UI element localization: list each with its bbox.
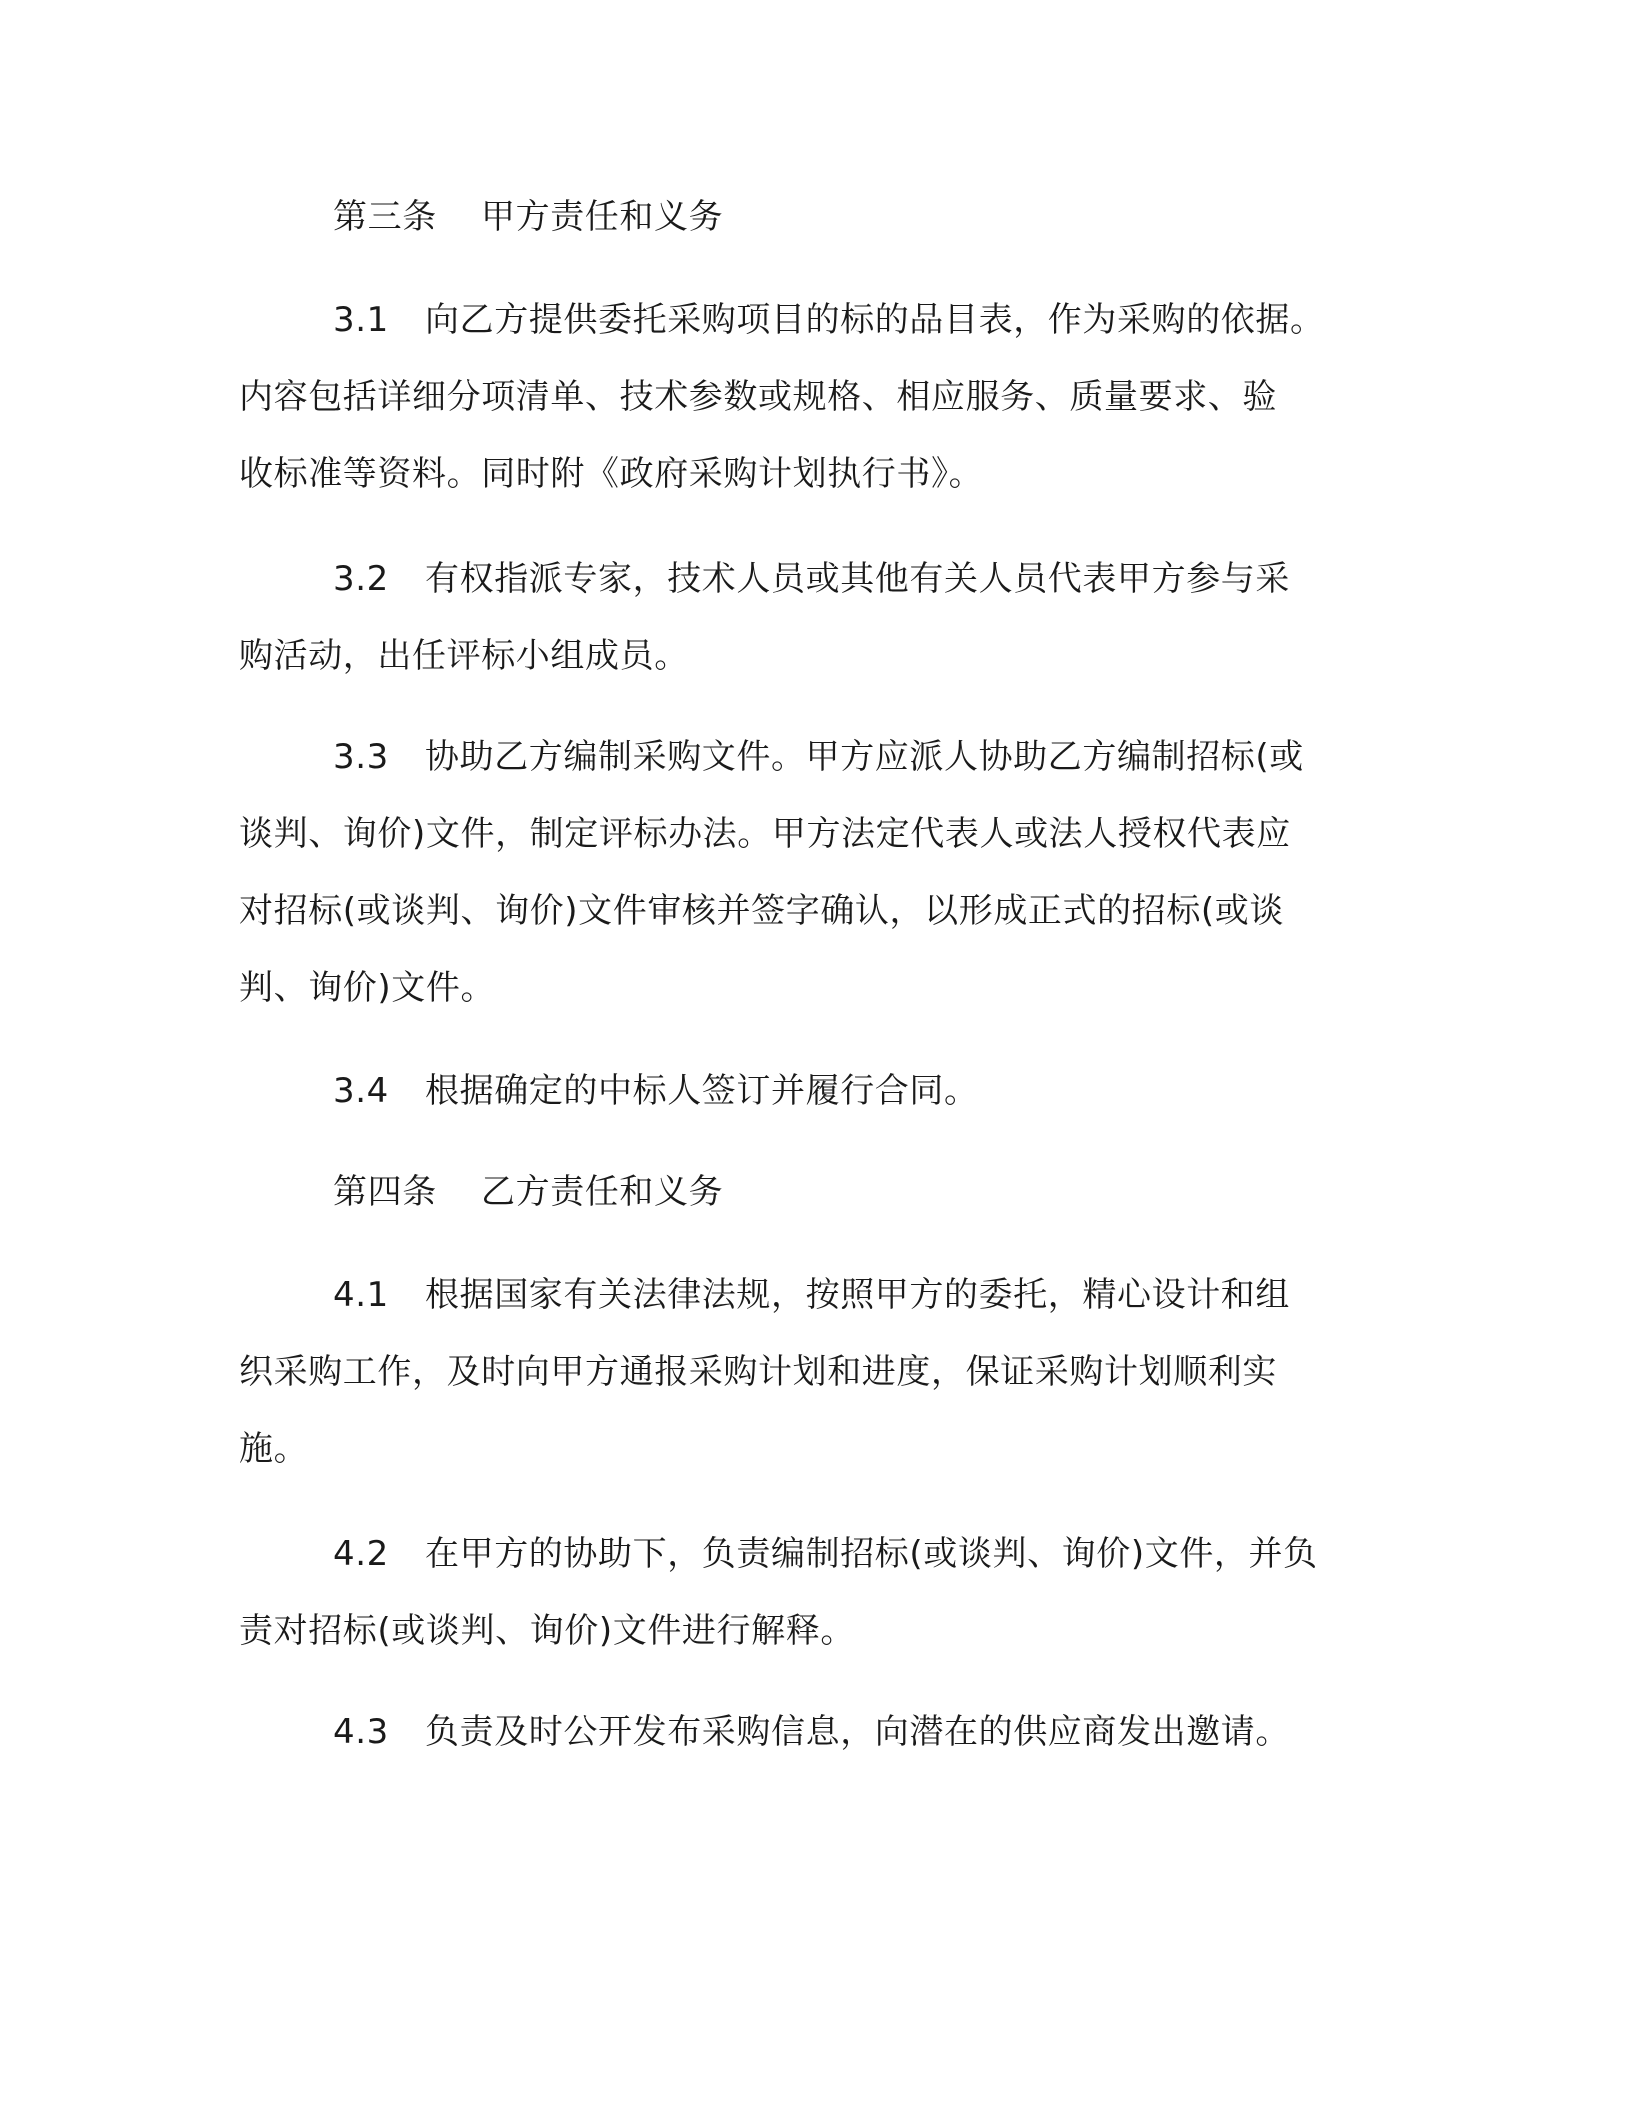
clause-3-4-text-1: 根据确定的中标人签订并履行合同。 [425,1071,979,1111]
clause-4-1-line-2: 织采购工作，及时向甲方通报采购计划和进度，保证采购计划顺利实 [239,1352,1277,1392]
clause-3-1-text-1: 向乙方提供委托采购项目的标的品目表，作为采购的依据。 [425,300,1325,340]
clause-3-2-number: 3.2 [333,559,389,599]
clause-3-1-line-1 [0,298,1632,342]
article-3-title: 甲方责任和义务 [481,197,724,237]
clause-3-2-line-1 [0,557,1632,601]
clause-4-1-line-3: 施。 [239,1429,309,1469]
clause-3-3-line-2: 谈判、询价)文件，制定评标办法。甲方法定代表人或法人授权代表应 [239,814,1291,854]
clause-3-3-line-1 [0,735,1632,779]
clause-4-2-number: 4.2 [333,1534,389,1574]
clause-4-1-text-1: 根据国家有关法律法规，按照甲方的委托，精心设计和组 [425,1275,1290,1315]
clause-4-3-number: 4.3 [333,1712,389,1752]
clause-4-3-text-1: 负责及时公开发布采购信息，向潜在的供应商发出邀请。 [425,1712,1290,1752]
clause-3-3-line-3: 对招标(或谈判、询价)文件审核并签字确认，以形成正式的招标(或谈 [239,891,1284,931]
clause-4-2-text-1: 在甲方的协助下，负责编制招标(或谈判、询价)文件，并负 [425,1534,1318,1574]
article-3-number: 第三条 [333,197,437,237]
clause-3-3-number: 3.3 [333,737,389,777]
clause-3-2-text-1: 有权指派专家，技术人员或其他有关人员代表甲方参与采 [425,559,1290,599]
article-3-heading [0,195,1632,239]
clause-3-2-line-2: 购活动，出任评标小组成员。 [239,636,689,676]
article-4-title: 乙方责任和义务 [481,1172,724,1212]
article-4-number: 第四条 [333,1172,437,1212]
article-4-heading [0,1170,1632,1214]
clause-4-2-line-1 [0,1532,1632,1576]
clause-3-3-line-4: 判、询价)文件。 [239,968,496,1008]
clause-4-1-number: 4.1 [333,1275,389,1315]
clause-3-1-line-2: 内容包括详细分项清单、技术参数或规格、相应服务、质量要求、验 [239,377,1277,417]
clause-3-1-number: 3.1 [333,300,389,340]
clause-4-1-line-1 [0,1273,1632,1317]
clause-3-4-line-1 [0,1069,1632,1113]
clause-3-4-number: 3.4 [333,1071,389,1111]
clause-3-3-text-1: 协助乙方编制采购文件。甲方应派人协助乙方编制招标(或 [425,737,1304,777]
clause-3-1-line-3: 收标准等资料。同时附《政府采购计划执行书》。 [239,454,984,494]
clause-4-3-line-1 [0,1710,1632,1754]
clause-4-2-line-2: 责对招标(或谈判、询价)文件进行解释。 [239,1611,855,1651]
